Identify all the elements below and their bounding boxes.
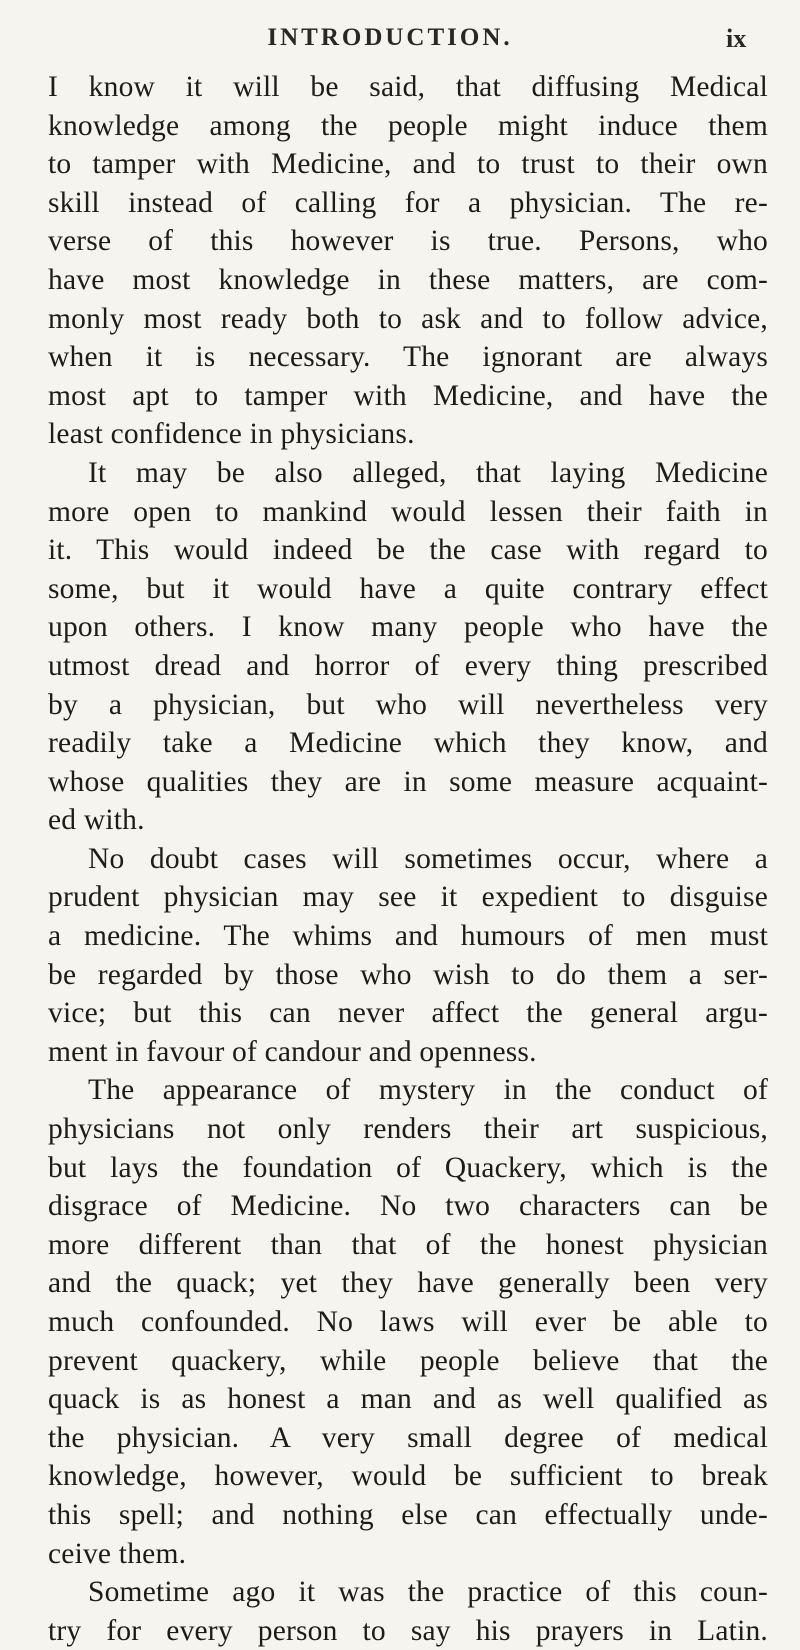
text-line: ment in favour of candour and openness.: [48, 1035, 537, 1068]
text-line: physicians not only renders their art suspicious,: [48, 1113, 768, 1146]
text-line: upon others. I know many people who have the: [48, 611, 768, 644]
text-line: the physician. A very small degree of medical: [48, 1421, 768, 1454]
text-line: and the quack; yet they have generally been very: [48, 1267, 768, 1300]
text-line: to tamper with Medicine, and to trust to their own: [48, 148, 768, 181]
text-line: a medicine. The whims and humours of men must: [48, 920, 768, 953]
text-line: whose qualities they are in some measure acquaint-: [48, 765, 768, 798]
page-number: ix: [726, 24, 747, 53]
text-line: No doubt cases will sometimes occur, where a: [88, 842, 768, 875]
text-line: try for every person to say his prayers in Latin.: [48, 1614, 768, 1647]
text-line: The appearance of mystery in the conduct of: [88, 1074, 768, 1107]
text-line: It may be also alleged, that laying Medicine: [88, 456, 768, 489]
text-line: vice; but this can never affect the general argu-: [48, 997, 768, 1030]
text-line: prudent physician may see it expedient to disguise: [48, 881, 768, 914]
text-line: this spell; and nothing else can effectually unde-: [48, 1498, 768, 1531]
text-line: verse of this however is true. Persons, who: [48, 225, 768, 258]
text-line: skill instead of calling for a physician. The re-: [48, 186, 768, 219]
running-title: INTRODUCTION.: [267, 24, 513, 51]
text-line: readily take a Medicine which they know, and: [48, 727, 768, 760]
text-line: knowledge among the people might induce them: [48, 109, 768, 142]
running-head: [0, 22, 800, 58]
text-line: Sometime ago it was the practice of this coun-: [88, 1576, 768, 1609]
text-line: more open to mankind would lessen their faith in: [48, 495, 768, 528]
text-line: most apt to tamper with Medicine, and have the: [48, 379, 768, 412]
text-line: ed with.: [48, 804, 145, 837]
text-line: utmost dread and horror of every thing prescribed: [48, 649, 768, 682]
text-line: prevent quackery, while people believe that the: [48, 1344, 768, 1377]
text-line: it. This would indeed be the case with regard to: [48, 534, 768, 567]
text-line: monly most ready both to ask and to follow advice,: [48, 302, 768, 335]
text-line: by a physician, but who will nevertheless very: [48, 688, 768, 721]
text-line: some, but it would have a quite contrary effect: [48, 572, 768, 605]
text-line: least confidence in physicians.: [48, 418, 415, 451]
text-line: quack is as honest a man and as well qualified as: [48, 1383, 768, 1416]
text-line: I know it will be said, that diffusing Medical: [48, 71, 768, 103]
body-text: [48, 68, 768, 1650]
text-line: more different than that of the honest physician: [48, 1228, 768, 1261]
text-line: much confounded. No laws will ever be able to: [48, 1306, 768, 1338]
text-line: when it is necessary. The ignorant are always: [48, 341, 768, 374]
text-line: be regarded by those who wish to do them a ser-: [48, 958, 768, 991]
text-line: but lays the foundation of Quackery, which is the: [48, 1151, 768, 1184]
text-line: ceive them.: [48, 1537, 187, 1570]
text-line: knowledge, however, would be sufficient to break: [48, 1460, 768, 1493]
text-line: disgrace of Medicine. No two characters can be: [48, 1190, 768, 1223]
text-line: have most knowledge in these matters, are com-: [48, 263, 768, 296]
